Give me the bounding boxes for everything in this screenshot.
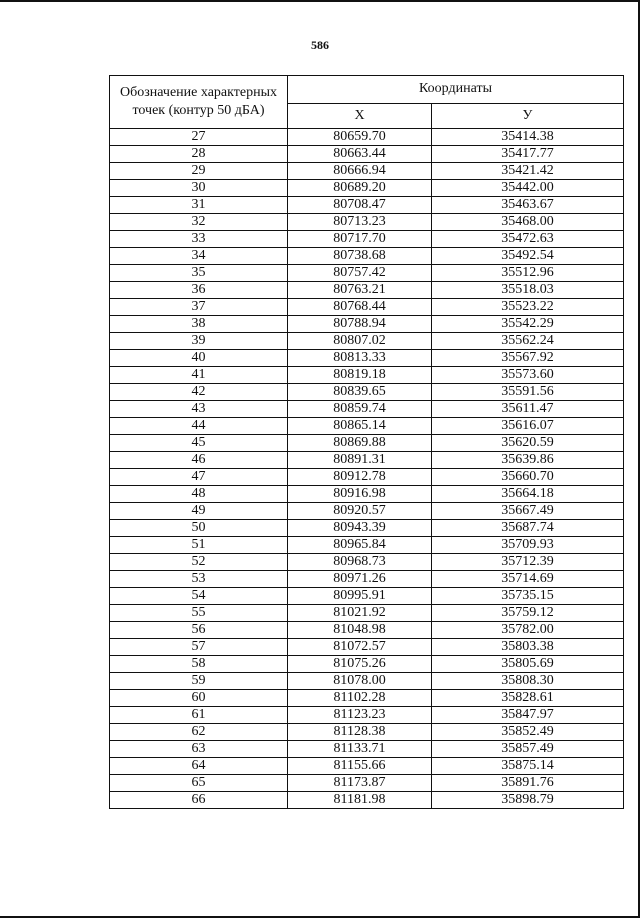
point-number-cell: 61 (110, 707, 288, 724)
y-coordinate-cell: 35759.12 (432, 605, 624, 622)
x-coordinate-cell: 80788.94 (288, 316, 432, 333)
y-coordinate-cell: 35472.63 (432, 231, 624, 248)
y-coordinate-cell: 35616.07 (432, 418, 624, 435)
table-row (110, 469, 624, 486)
table-row (110, 503, 624, 520)
y-coordinate-cell: 35639.86 (432, 452, 624, 469)
x-coordinate-cell: 80891.31 (288, 452, 432, 469)
point-number-cell: 66 (110, 792, 288, 809)
x-coordinate-cell: 80738.68 (288, 248, 432, 265)
y-coordinate-cell: 35417.77 (432, 146, 624, 163)
y-coordinate-cell: 35687.74 (432, 520, 624, 537)
y-coordinate-cell: 35667.49 (432, 503, 624, 520)
x-coordinate-cell: 81155.66 (288, 758, 432, 775)
header-coordinates: Координаты (288, 76, 624, 104)
table-row (110, 163, 624, 180)
table-row (110, 707, 624, 724)
y-coordinate-cell: 35891.76 (432, 775, 624, 792)
table-row (110, 605, 624, 622)
table-row (110, 418, 624, 435)
x-coordinate-cell: 80768.44 (288, 299, 432, 316)
y-coordinate-cell: 35442.00 (432, 180, 624, 197)
point-number-cell: 27 (110, 129, 288, 146)
point-number-cell: 31 (110, 197, 288, 214)
y-coordinate-cell: 35518.03 (432, 282, 624, 299)
y-coordinate-cell: 35805.69 (432, 656, 624, 673)
y-coordinate-cell: 35463.67 (432, 197, 624, 214)
x-coordinate-cell: 81133.71 (288, 741, 432, 758)
table-row (110, 588, 624, 605)
table-row (110, 401, 624, 418)
table-row (110, 282, 624, 299)
x-coordinate-cell: 80865.14 (288, 418, 432, 435)
point-number-cell: 63 (110, 741, 288, 758)
y-coordinate-cell: 35857.49 (432, 741, 624, 758)
table-row (110, 214, 624, 231)
point-number-cell: 48 (110, 486, 288, 503)
table-row (110, 146, 624, 163)
point-number-cell: 54 (110, 588, 288, 605)
y-coordinate-cell: 35468.00 (432, 214, 624, 231)
table-row (110, 129, 624, 146)
x-coordinate-cell: 80965.84 (288, 537, 432, 554)
point-number-cell: 47 (110, 469, 288, 486)
table-row (110, 299, 624, 316)
x-coordinate-cell: 80968.73 (288, 554, 432, 571)
table-row (110, 520, 624, 537)
x-coordinate-cell: 80717.70 (288, 231, 432, 248)
x-coordinate-cell: 80689.20 (288, 180, 432, 197)
table-body (110, 129, 624, 809)
table-row (110, 248, 624, 265)
point-number-cell: 46 (110, 452, 288, 469)
y-coordinate-cell: 35542.29 (432, 316, 624, 333)
point-number-cell: 50 (110, 520, 288, 537)
point-number-cell: 45 (110, 435, 288, 452)
x-coordinate-cell: 80757.42 (288, 265, 432, 282)
x-coordinate-cell: 81128.38 (288, 724, 432, 741)
table-row (110, 452, 624, 469)
point-number-cell: 34 (110, 248, 288, 265)
table-row (110, 231, 624, 248)
y-coordinate-cell: 35714.69 (432, 571, 624, 588)
table-row (110, 554, 624, 571)
x-coordinate-cell: 80813.33 (288, 350, 432, 367)
x-coordinate-cell: 80819.18 (288, 367, 432, 384)
point-number-cell: 28 (110, 146, 288, 163)
y-coordinate-cell: 35875.14 (432, 758, 624, 775)
table-row (110, 639, 624, 656)
y-coordinate-cell: 35414.38 (432, 129, 624, 146)
point-number-cell: 56 (110, 622, 288, 639)
y-coordinate-cell: 35735.15 (432, 588, 624, 605)
y-coordinate-cell: 35591.56 (432, 384, 624, 401)
table-row (110, 673, 624, 690)
point-number-cell: 59 (110, 673, 288, 690)
y-coordinate-cell: 35421.42 (432, 163, 624, 180)
x-coordinate-cell: 81072.57 (288, 639, 432, 656)
table-row (110, 486, 624, 503)
table-row (110, 775, 624, 792)
x-coordinate-cell: 80713.23 (288, 214, 432, 231)
x-coordinate-cell: 80912.78 (288, 469, 432, 486)
y-coordinate-cell: 35573.60 (432, 367, 624, 384)
x-coordinate-cell: 81181.98 (288, 792, 432, 809)
table-row (110, 316, 624, 333)
point-number-cell: 36 (110, 282, 288, 299)
x-coordinate-cell: 80916.98 (288, 486, 432, 503)
y-coordinate-cell: 35808.30 (432, 673, 624, 690)
table-row (110, 350, 624, 367)
table-row (110, 656, 624, 673)
point-number-cell: 65 (110, 775, 288, 792)
table-row (110, 724, 624, 741)
point-number-cell: 51 (110, 537, 288, 554)
y-coordinate-cell: 35847.97 (432, 707, 624, 724)
point-number-cell: 57 (110, 639, 288, 656)
point-number-cell: 37 (110, 299, 288, 316)
point-number-cell: 53 (110, 571, 288, 588)
x-coordinate-cell: 81173.87 (288, 775, 432, 792)
point-number-cell: 40 (110, 350, 288, 367)
table-row (110, 758, 624, 775)
y-coordinate-cell: 35898.79 (432, 792, 624, 809)
x-coordinate-cell: 81078.00 (288, 673, 432, 690)
y-coordinate-cell: 35523.22 (432, 299, 624, 316)
x-coordinate-cell: 81021.92 (288, 605, 432, 622)
point-number-cell: 41 (110, 367, 288, 384)
table-row (110, 792, 624, 809)
y-coordinate-cell: 35562.24 (432, 333, 624, 350)
point-number-cell: 30 (110, 180, 288, 197)
y-coordinate-cell: 35512.96 (432, 265, 624, 282)
point-number-cell: 33 (110, 231, 288, 248)
point-number-cell: 44 (110, 418, 288, 435)
header-x: X (288, 103, 432, 128)
point-number-cell: 32 (110, 214, 288, 231)
point-number-cell: 29 (110, 163, 288, 180)
y-coordinate-cell: 35828.61 (432, 690, 624, 707)
table-row (110, 741, 624, 758)
point-number-cell: 62 (110, 724, 288, 741)
x-coordinate-cell: 81075.26 (288, 656, 432, 673)
point-number-cell: 60 (110, 690, 288, 707)
coordinates-table (109, 75, 624, 809)
x-coordinate-cell: 80859.74 (288, 401, 432, 418)
x-coordinate-cell: 80995.91 (288, 588, 432, 605)
x-coordinate-cell: 80920.57 (288, 503, 432, 520)
page-number: 586 (311, 38, 329, 52)
y-coordinate-cell: 35620.59 (432, 435, 624, 452)
point-number-cell: 58 (110, 656, 288, 673)
y-coordinate-cell: 35712.39 (432, 554, 624, 571)
x-coordinate-cell: 80708.47 (288, 197, 432, 214)
table-row (110, 180, 624, 197)
y-coordinate-cell: 35664.18 (432, 486, 624, 503)
table-header (110, 76, 624, 129)
point-number-cell: 38 (110, 316, 288, 333)
y-coordinate-cell: 35803.38 (432, 639, 624, 656)
x-coordinate-cell: 80663.44 (288, 146, 432, 163)
table-row (110, 690, 624, 707)
x-coordinate-cell: 80807.02 (288, 333, 432, 350)
y-coordinate-cell: 35782.00 (432, 622, 624, 639)
x-coordinate-cell: 80869.88 (288, 435, 432, 452)
y-coordinate-cell: 35709.93 (432, 537, 624, 554)
y-coordinate-cell: 35567.92 (432, 350, 624, 367)
y-coordinate-cell: 35852.49 (432, 724, 624, 741)
table-row (110, 197, 624, 214)
x-coordinate-cell: 81123.23 (288, 707, 432, 724)
table-row (110, 384, 624, 401)
point-number-cell: 35 (110, 265, 288, 282)
point-number-cell: 49 (110, 503, 288, 520)
x-coordinate-cell: 80763.21 (288, 282, 432, 299)
header-point-label: Обозначение характерных точек (контур 50 дБА) (110, 76, 288, 129)
y-coordinate-cell: 35492.54 (432, 248, 624, 265)
x-coordinate-cell: 80971.26 (288, 571, 432, 588)
point-number-cell: 42 (110, 384, 288, 401)
point-number-cell: 52 (110, 554, 288, 571)
table-row (110, 537, 624, 554)
table-row (110, 571, 624, 588)
x-coordinate-cell: 80659.70 (288, 129, 432, 146)
point-number-cell: 39 (110, 333, 288, 350)
x-coordinate-cell: 80943.39 (288, 520, 432, 537)
table-row (110, 622, 624, 639)
table-row (110, 435, 624, 452)
table-row (110, 367, 624, 384)
x-coordinate-cell: 80839.65 (288, 384, 432, 401)
point-number-cell: 43 (110, 401, 288, 418)
point-number-cell: 64 (110, 758, 288, 775)
point-number-cell: 55 (110, 605, 288, 622)
table-row (110, 265, 624, 282)
y-coordinate-cell: 35611.47 (432, 401, 624, 418)
y-coordinate-cell: 35660.70 (432, 469, 624, 486)
x-coordinate-cell: 81102.28 (288, 690, 432, 707)
table-row (110, 333, 624, 350)
x-coordinate-cell: 81048.98 (288, 622, 432, 639)
header-y: У (432, 103, 624, 128)
x-coordinate-cell: 80666.94 (288, 163, 432, 180)
